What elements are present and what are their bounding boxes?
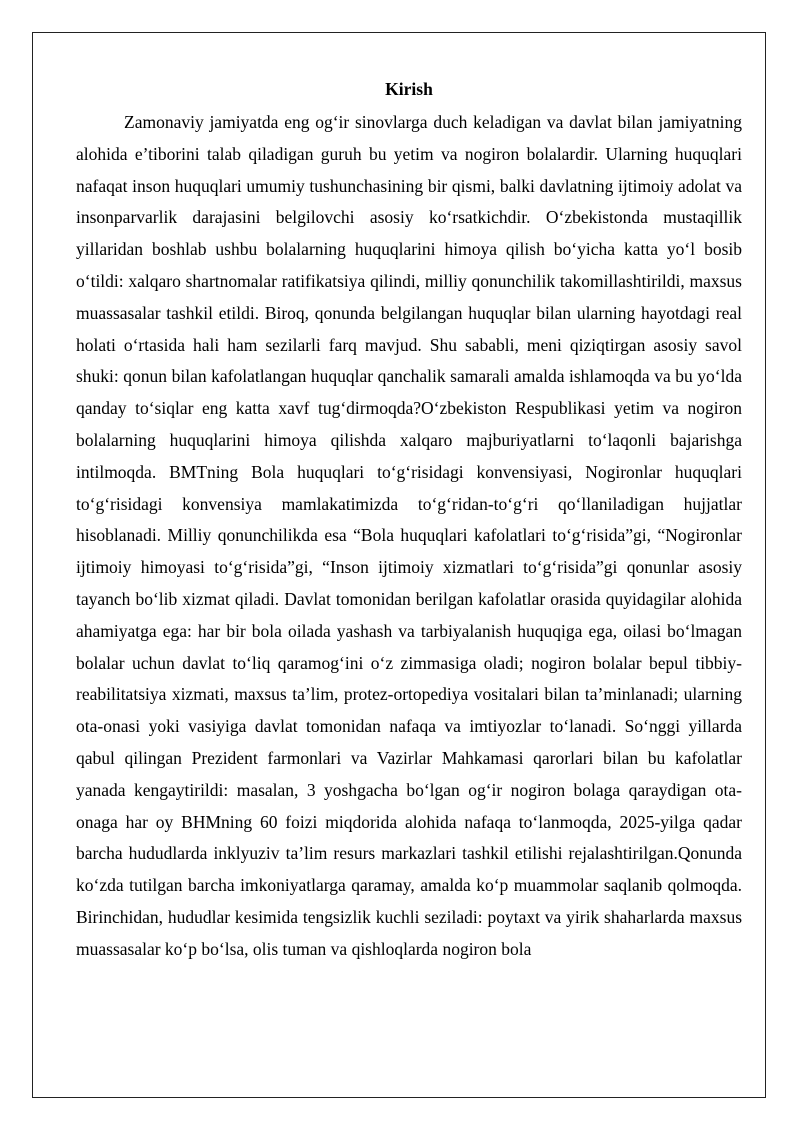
page-title: Kirish — [385, 79, 433, 99]
body-paragraph: Zamonaviy jamiyatda eng og‘ir sinovlarga duch keladigan va davlat bilan jamiyatning alohida e’tiborini talab qiladigan guruh bu yetim va nogiron bolalardir. Ularning huquqlari nafaqat inson huquqlari umumiy tushunchasining bir qismi, balki davlatning ijtimoiy adolat va insonparvarlik darajasini belgilovchi asosiy ko‘rsatkichdir. O‘zbekistonda mustaqillik yillaridan boshlab ushbu bolalarning huquqlarini himoya qilish bo‘yicha katta yo‘l bosib o‘tildi: xalqaro shartnomalar ratifikatsiya qilindi, milliy qonunchilik takomillashtirildi, maxsus muassasalar tashkil etildi. Biroq, qonunda belgilangan huquqlar bilan ularning hayotdagi real holati o‘rtasida hali ham sezilarli farq mavjud. Shu sababli, meni qiziqtirgan asosiy savol shuki: qonun bilan kafolatlangan huquqlar qanchalik samarali amalda ishlamoqda va bu yo‘lda qanday to‘siqlar eng katta xavf tug‘dirmoqda?O‘zbekiston Respublikasi yetim va nogiron bolalarning huquqlarini himoya qilishda xalqaro majburiyatlarni to‘laqonli bajarishga intilmoqda. BMTning Bola huquqlari to‘g‘risidagi konvensiyasi, Nogironlar huquqlari to‘g‘risidagi konvensiya mamlakatimizda to‘g‘ridan-to‘g‘ri qo‘llaniladigan hujjatlar hisoblanadi. Milliy qonunchilikda esa “Bola huquqlari kafolatlari to‘g‘risida”gi, “Nogironlar ijtimoiy himoyasi to‘g‘risida”gi, “Inson ijtimoiy xizmatlari to‘g‘risida”gi qonunlar asosiy tayanch bo‘lib xizmat qiladi. Davlat tomonidan berilgan kafolatlar orasida quyidagilar alohida ahamiyatga ega: har bir bola oilada yashash va tarbiyalanish huquqiga ega, oilasi bo‘lmagan bolalar uchun davlat to‘liq qaramog‘ini o‘z zimmasiga oladi; nogiron bolalar bepul tibbiy-reabilitatsiya xizmati, maxsus ta’lim, protez-ortopediya vositalari bilan ta’minlanadi; ularning ota-onasi yoki vasiyiga davlat tomonidan nafaqa va imtiyozlar to‘lanadi. So‘nggi yillarda qabul qilingan Prezident farmonlari va Vazirlar Mahkamasi qarorlari bilan bu kafolatlar yanada kengaytirildi: masalan, 3 yoshgacha bo‘lgan og‘ir nogiron bolaga qaraydigan ota-onaga har oy BHMning 60 foizi miqdorida alohida nafaqa to‘lanmoqda, 2025-yilga qadar barcha hududlarda inklyuziv ta’lim resurs markazlari tashkil etilishi rejalashtirilgan.Qonunda ko‘zda tutilgan barcha imkoniyatlarga qaramay, amalda ko‘p muammolar saqlanib qolmoqda. Birinchidan, hududlar kesimida tengsizlik kuchli seziladi: poytaxt va yirik shaharlarda maxsus muassasalar ko‘p bo‘lsa, olis tuman va qishloqlarda nogiron bola — [76, 112, 742, 959]
document-body — [76, 77, 742, 966]
